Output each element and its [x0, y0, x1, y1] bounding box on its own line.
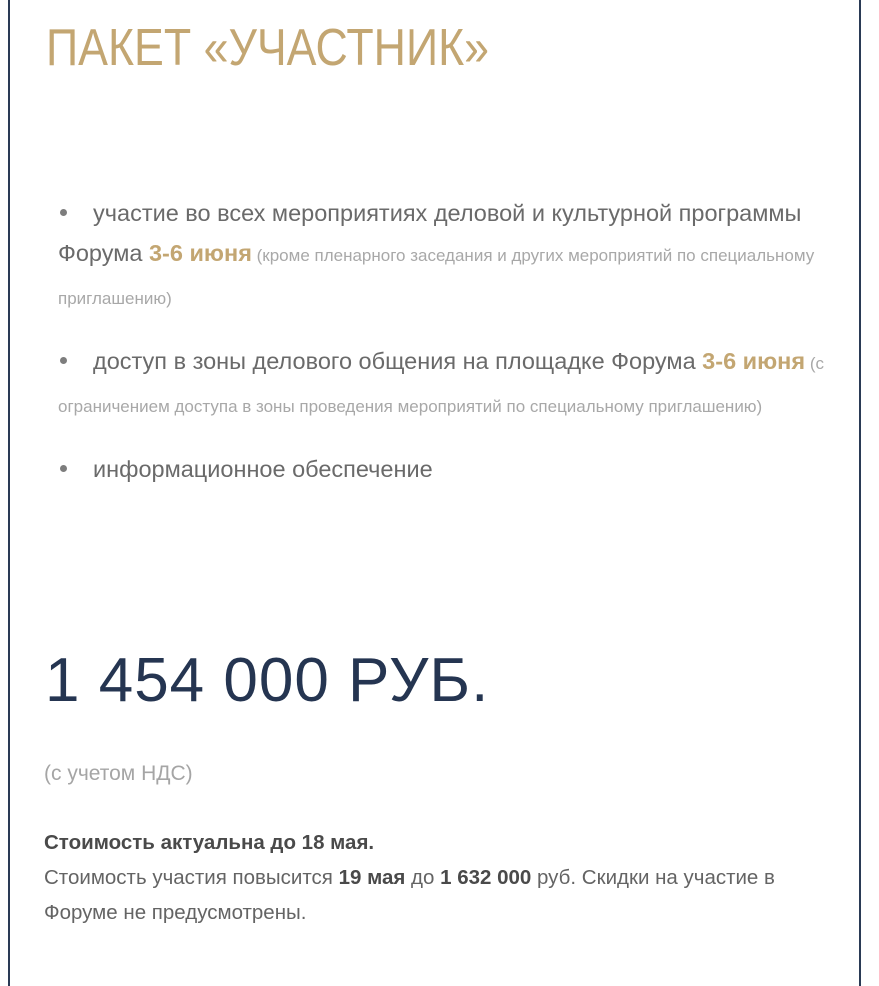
feature-text: информационное обеспечение [93, 456, 433, 482]
bullet-icon [60, 209, 67, 216]
feature-item [58, 193, 848, 319]
package-title: ПАКЕТ «УЧАСТНИК» [46, 19, 490, 77]
increase-suffix: руб. Скидки на участие в Форуме не предусмотрены. [44, 866, 775, 924]
feature-item [58, 341, 848, 427]
bullet-icon [60, 357, 67, 364]
feature-text: доступ в зоны делового общения на площадке Форума [93, 348, 703, 374]
feature-item [58, 449, 848, 489]
bullet-icon [60, 465, 67, 472]
increase-amount: 1 632 000 [440, 866, 532, 889]
vat-note: (с учетом НДС) [44, 762, 193, 785]
increase-prefix: Стоимость участия повысится [44, 866, 339, 889]
increase-mid: до [405, 866, 441, 889]
increase-date: 19 мая [338, 866, 406, 889]
price-notice [44, 825, 834, 930]
feature-dates: 3-6 июня [148, 240, 252, 266]
deadline-text: Стоимость актуальна до 18 мая. [44, 831, 375, 854]
package-price: 1 454 000 РУБ. [45, 646, 490, 715]
feature-text: участие во всех мероприятиях деловой и культурной программы Форума [58, 200, 802, 266]
feature-note: (с ограничением доступа в зоны проведения мероприятий по специальному приглашению) [58, 354, 824, 416]
feature-note: (кроме пленарного заседания и других мероприятий по специальному приглашению) [58, 246, 815, 308]
feature-list [58, 193, 848, 511]
feature-dates: 3-6 июня [702, 348, 806, 374]
